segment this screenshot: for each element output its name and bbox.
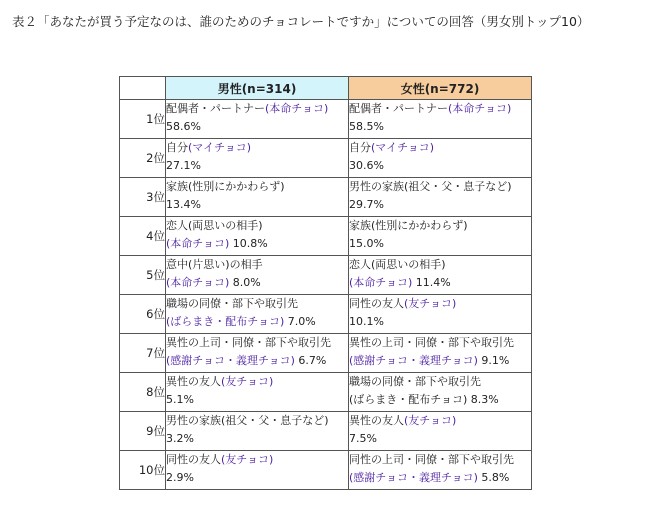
cell-text: 男性の家族(祖父・父・息子など)	[349, 180, 512, 193]
rank-cell: 2位	[120, 139, 166, 178]
male-answer-cell	[166, 412, 349, 451]
male-answer-cell	[166, 178, 349, 217]
cell-text: 異性の上司・同僚・部下や取引先	[166, 336, 331, 349]
cell-line	[166, 391, 348, 409]
cell-line	[349, 412, 531, 430]
female-answer-cell	[349, 139, 532, 178]
cell-text: 配偶者・パートナー	[349, 102, 448, 115]
table-row	[120, 373, 532, 412]
female-answer-cell	[349, 412, 532, 451]
female-answer-cell	[349, 295, 532, 334]
male-answer-cell	[166, 100, 349, 139]
cell-text: 13.4%	[166, 197, 201, 211]
male-answer-cell	[166, 451, 349, 490]
female-answer-cell	[349, 451, 532, 490]
cell-text: 恋人(両思いの相手)	[349, 258, 446, 271]
male-answer-cell	[166, 373, 349, 412]
cell-text: 3.2%	[166, 431, 194, 445]
cell-line	[166, 118, 348, 136]
cell-text: (ばらまき・配布チョコ) 8.3%	[349, 392, 499, 406]
table-row	[120, 451, 532, 490]
table-row	[120, 178, 532, 217]
cell-text: 異性の友人	[166, 375, 221, 388]
cell-line	[349, 313, 531, 331]
cell-text: 9.1%	[477, 353, 510, 367]
female-column-header: 女性(n=772)	[349, 77, 532, 100]
category-tag: (マイチョコ)	[371, 141, 435, 154]
rank-cell: 1位	[120, 100, 166, 139]
cell-line	[166, 274, 348, 292]
male-answer-cell	[166, 139, 349, 178]
cell-text: 職場の同僚・部下や取引先	[349, 375, 481, 388]
cell-text: 2.9%	[166, 470, 194, 484]
category-tag: (本命チョコ)	[265, 102, 329, 115]
cell-line	[166, 373, 348, 391]
table-row	[120, 217, 532, 256]
cell-line	[349, 118, 531, 136]
cell-text: 11.4%	[412, 275, 451, 289]
cell-text: 10.1%	[349, 314, 384, 328]
category-tag: (本命チョコ)	[166, 275, 230, 289]
table-row	[120, 334, 532, 373]
cell-line	[166, 334, 348, 352]
table-body	[120, 100, 532, 490]
category-tag: (友チョコ)	[404, 297, 457, 310]
header-row	[120, 77, 532, 100]
cell-line	[166, 430, 348, 448]
cell-line	[166, 217, 348, 235]
category-tag: (感謝チョコ・義理チョコ)	[349, 470, 478, 484]
rank-cell: 3位	[120, 178, 166, 217]
cell-line	[349, 451, 531, 469]
table-row	[120, 100, 532, 139]
rank-cell: 8位	[120, 373, 166, 412]
category-tag: (マイチョコ)	[188, 141, 252, 154]
cell-text: 同性の友人	[166, 453, 221, 466]
category-tag: (感謝チョコ・義理チョコ)	[166, 353, 295, 367]
female-answer-cell	[349, 217, 532, 256]
female-answer-cell	[349, 373, 532, 412]
cell-text: 5.1%	[166, 392, 194, 406]
cell-text: 6.7%	[294, 353, 327, 367]
female-answer-cell	[349, 100, 532, 139]
cell-line	[349, 352, 531, 370]
cell-line	[166, 412, 348, 430]
cell-line	[166, 295, 348, 313]
cell-text: 58.6%	[166, 119, 201, 133]
category-tag: (感謝チョコ・義理チョコ)	[349, 353, 478, 367]
cell-text: 同性の上司・同僚・部下や取引先	[349, 453, 514, 466]
cell-text: 29.7%	[349, 197, 384, 211]
cell-text: 家族(性別にかかわらず)	[349, 219, 468, 232]
cell-text: 27.1%	[166, 158, 201, 172]
cell-line	[349, 373, 531, 391]
cell-text: 58.5%	[349, 119, 384, 133]
cell-text: 恋人(両思いの相手)	[166, 219, 263, 232]
cell-text: 5.8%	[477, 470, 510, 484]
female-answer-cell	[349, 178, 532, 217]
corner-cell	[120, 77, 166, 100]
category-tag: (友チョコ)	[404, 414, 457, 427]
male-answer-cell	[166, 256, 349, 295]
cell-line	[349, 157, 531, 175]
cell-line	[349, 178, 531, 196]
cell-line	[349, 139, 531, 157]
category-tag: (本命チョコ)	[448, 102, 512, 115]
cell-text: 配偶者・パートナー	[166, 102, 265, 115]
category-tag: (友チョコ)	[221, 375, 274, 388]
cell-text: 家族(性別にかかわらず)	[166, 180, 285, 193]
cell-text: 男性の家族(祖父・父・息子など)	[166, 414, 329, 427]
table-row	[120, 256, 532, 295]
cell-line	[166, 178, 348, 196]
cell-line	[166, 469, 348, 487]
cell-text: 7.0%	[284, 314, 316, 328]
cell-text: 自分	[349, 141, 371, 154]
male-answer-cell	[166, 217, 349, 256]
male-answer-cell	[166, 295, 349, 334]
cell-line	[166, 196, 348, 214]
rank-cell: 7位	[120, 334, 166, 373]
category-tag: (ばらまき・配布チョコ)	[166, 314, 285, 328]
cell-text: 意中(片思い)の相手	[166, 258, 263, 271]
category-tag: (本命チョコ)	[349, 275, 413, 289]
rank-cell: 10位	[120, 451, 166, 490]
cell-line	[349, 295, 531, 313]
male-answer-cell	[166, 334, 349, 373]
cell-line	[349, 235, 531, 253]
table-title: 表２「あなたが買う予定なのは、誰のためのチョコレートですか」についての回答（男女別トップ10）	[12, 14, 590, 29]
cell-line	[166, 256, 348, 274]
cell-line	[349, 256, 531, 274]
cell-text: 自分	[166, 141, 188, 154]
category-tag: (友チョコ)	[221, 453, 274, 466]
table-row	[120, 295, 532, 334]
female-answer-cell	[349, 256, 532, 295]
cell-line	[166, 235, 348, 253]
cell-text: 異性の上司・同僚・部下や取引先	[349, 336, 514, 349]
cell-line	[349, 100, 531, 118]
cell-text: 15.0%	[349, 236, 384, 250]
ranking-table	[119, 76, 532, 490]
category-tag: (本命チョコ)	[166, 236, 230, 250]
cell-text: 8.0%	[229, 275, 261, 289]
rank-cell: 6位	[120, 295, 166, 334]
cell-text: 7.5%	[349, 431, 377, 445]
cell-line	[166, 352, 348, 370]
cell-text: 同性の友人	[349, 297, 404, 310]
cell-line	[349, 430, 531, 448]
cell-line	[166, 139, 348, 157]
cell-line	[349, 469, 531, 487]
rank-cell: 9位	[120, 412, 166, 451]
table-row	[120, 139, 532, 178]
cell-text: 10.8%	[229, 236, 268, 250]
rank-cell: 4位	[120, 217, 166, 256]
cell-text: 30.6%	[349, 158, 384, 172]
rank-cell: 5位	[120, 256, 166, 295]
cell-line	[349, 217, 531, 235]
cell-line	[349, 274, 531, 292]
table-row	[120, 412, 532, 451]
cell-text: 異性の友人	[349, 414, 404, 427]
female-answer-cell	[349, 334, 532, 373]
cell-line	[166, 157, 348, 175]
male-column-header: 男性(n=314)	[166, 77, 349, 100]
cell-line	[166, 451, 348, 469]
cell-line	[349, 334, 531, 352]
cell-line	[349, 196, 531, 214]
cell-line	[349, 391, 531, 409]
cell-text: 職場の同僚・部下や取引先	[166, 297, 298, 310]
cell-line	[166, 100, 348, 118]
cell-line	[166, 313, 348, 331]
